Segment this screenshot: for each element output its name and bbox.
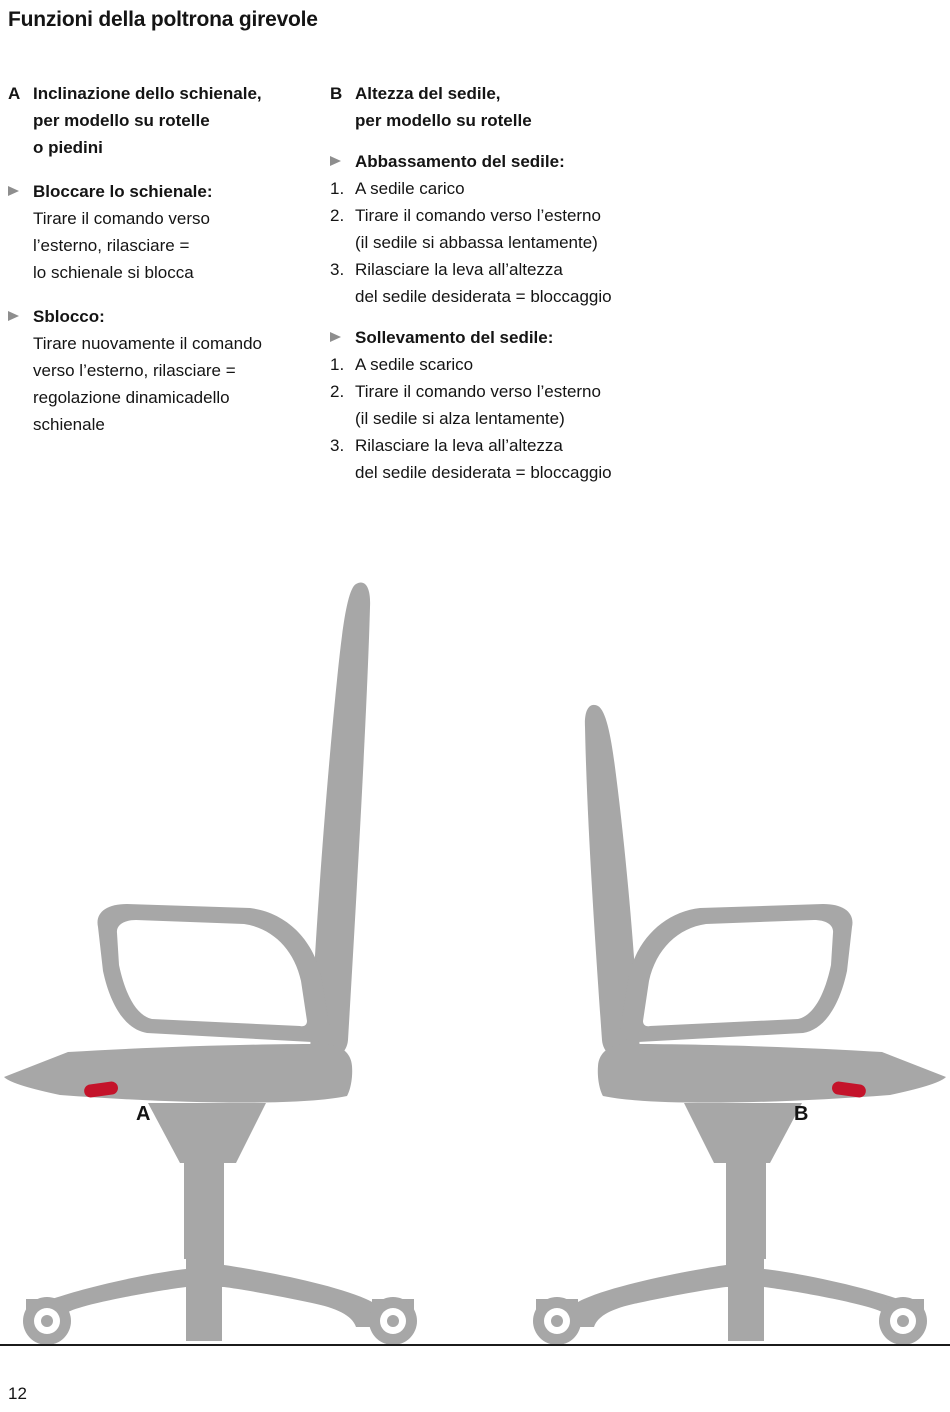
text-line: del sedile desiderata = bloccaggio — [355, 287, 612, 306]
bullet-label: Sblocco: — [33, 307, 105, 326]
chair-mechanism — [148, 1103, 266, 1163]
group-label: Abbassamento del sedile: — [355, 152, 565, 171]
text-line: A sedile scarico — [355, 355, 474, 374]
text-line: del sedile desiderata = bloccaggio — [355, 463, 612, 482]
bullet-marker — [8, 178, 33, 286]
text-line: Tirare nuovamente il comando — [33, 334, 262, 353]
step-number: 2. — [330, 206, 345, 225]
text-line: Rilasciare la leva all’altezza — [355, 436, 563, 455]
bullet-marker — [330, 324, 355, 351]
step — [330, 432, 675, 486]
step-text — [355, 432, 612, 486]
bullet-line — [330, 324, 675, 351]
bullet-label: Bloccare lo schienale: — [33, 182, 213, 201]
section-a-letter: A — [8, 84, 21, 103]
group-label: Sollevamento del sedile: — [355, 328, 554, 347]
text-line: regolazione dinamicadello — [33, 388, 230, 407]
text-line: Tirare il comando verso — [33, 209, 210, 228]
caster-wheel-hub — [551, 1315, 563, 1327]
step-number: 1. — [330, 355, 345, 374]
text-line: (il sedile si abbassa lentamente) — [355, 233, 598, 252]
text-line: l’esterno, rilasciare = — [33, 236, 190, 255]
heading-line: o piedini — [33, 138, 103, 157]
floor-line — [0, 1344, 950, 1346]
chair-armrest — [98, 904, 330, 1042]
section-a-header — [8, 80, 320, 161]
text-line: (il sedile si alza lentamente) — [355, 409, 565, 428]
bullet-text — [33, 303, 262, 438]
caster-wheel-hub — [41, 1315, 53, 1327]
text-line: schienale — [33, 415, 105, 434]
bullet-marker — [8, 303, 33, 438]
step — [330, 256, 675, 310]
page-number: 12 — [8, 1384, 27, 1403]
chair-seat — [4, 1044, 352, 1103]
step-number: 2. — [330, 382, 345, 401]
bullet-text — [33, 178, 213, 286]
step-text — [355, 256, 612, 310]
section-b-letter: B — [330, 84, 343, 103]
chair-seat — [598, 1044, 946, 1103]
section-b-heading — [355, 80, 532, 134]
triangle-bullet-icon — [8, 311, 19, 321]
step — [330, 378, 675, 432]
chair-label-a: A — [136, 1103, 151, 1125]
text-line: Rilasciare la leva all’altezza — [355, 260, 563, 279]
bullet-line — [330, 148, 675, 175]
caster-wheel-hub — [387, 1315, 399, 1327]
step-text — [355, 378, 601, 432]
procedure-group-raising — [330, 324, 675, 486]
step-text — [355, 202, 601, 256]
triangle-bullet-icon — [8, 186, 19, 196]
text-line: Tirare il comando verso l’esterno — [355, 206, 601, 225]
section-a-heading — [33, 80, 262, 161]
chair-armrest — [621, 904, 853, 1042]
step-text — [355, 175, 465, 202]
text-line: Tirare il comando verso l’esterno — [355, 382, 601, 401]
section-b — [330, 80, 675, 486]
step — [330, 202, 675, 256]
chair-label-b: B — [794, 1103, 809, 1125]
caster-wheel-hub — [897, 1315, 909, 1327]
text-line: A sedile carico — [355, 179, 465, 198]
chair-gas-column — [184, 1159, 224, 1259]
bullet-item — [8, 178, 320, 286]
heading-line: Inclinazione dello schienale, — [33, 84, 262, 103]
triangle-bullet-icon — [330, 156, 341, 166]
step-number: 1. — [330, 179, 345, 198]
chair-illustration-right — [520, 575, 950, 1350]
chair-front-leg — [728, 1275, 764, 1341]
chair-gas-column — [726, 1159, 766, 1259]
heading-line: per modello su rotelle — [355, 111, 532, 130]
step-number: 3. — [330, 436, 345, 455]
step-number: 3. — [330, 260, 345, 279]
text-line: verso l’esterno, rilasciare = — [33, 361, 236, 380]
triangle-bullet-icon — [330, 332, 341, 342]
text-line: lo schienale si blocca — [33, 263, 194, 282]
chair-front-leg — [186, 1275, 222, 1341]
step — [330, 351, 675, 378]
section-b-header — [330, 80, 675, 134]
procedure-group-lowering — [330, 148, 675, 310]
bullet-marker — [330, 148, 355, 175]
bullet-item — [8, 303, 320, 438]
step — [330, 175, 675, 202]
heading-line: per modello su rotelle — [33, 111, 210, 130]
section-a — [8, 80, 320, 438]
page-title: Funzioni della poltrona girevole — [8, 8, 318, 31]
heading-line: Altezza del sedile, — [355, 84, 501, 103]
chair-mechanism — [684, 1103, 802, 1163]
step-text — [355, 351, 473, 378]
chair-illustration-left — [0, 575, 430, 1350]
